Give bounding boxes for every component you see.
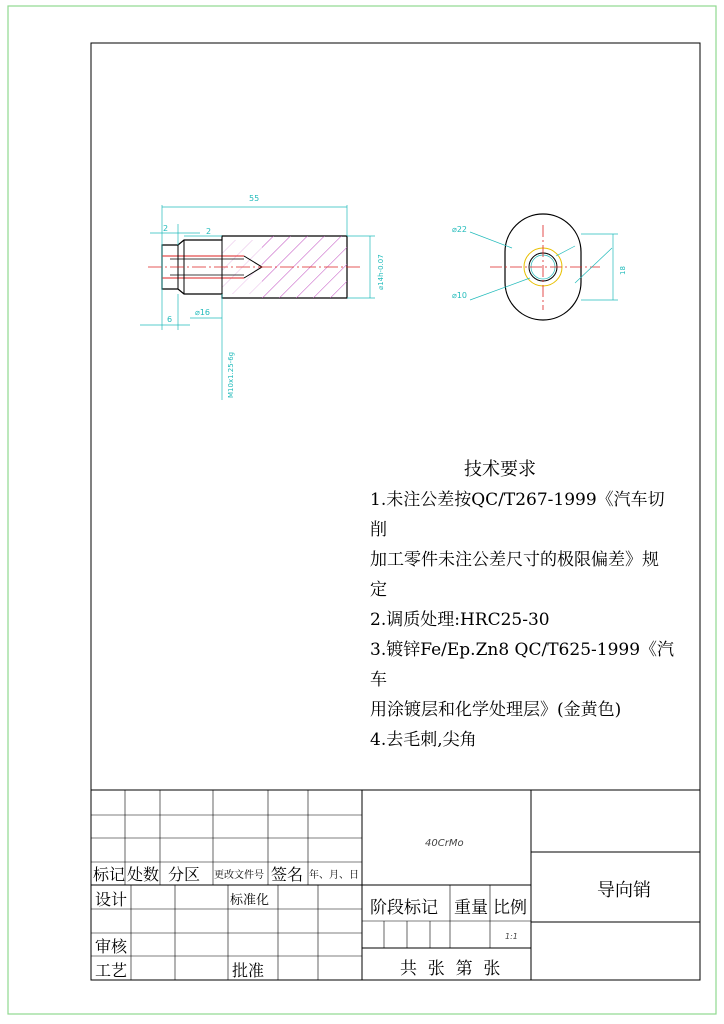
row-review: 审核 <box>95 937 128 956</box>
dim-head-length: 6 <box>167 315 173 324</box>
dim-chamfer-2: 2 <box>206 227 212 236</box>
scale-label: 比例 <box>493 898 527 918</box>
end-view <box>470 214 618 320</box>
requirement-line: 加工零件未注公差尺寸的极限偏差》规 <box>370 550 659 570</box>
header-change-doc: 更改文件号 <box>214 870 264 881</box>
requirement-line: 用涂镀层和化学处理层》(金黄色) <box>370 700 622 720</box>
requirement-line: 4.去毛刺,尖角 <box>370 730 477 750</box>
part-name: 导向销 <box>597 880 651 901</box>
requirement-line: 2.调质处理:HRC25-30 <box>370 610 550 630</box>
material-label: 40CrMo <box>425 838 464 849</box>
weight-label: 重量 <box>454 898 488 918</box>
header-zone: 分区 <box>168 865 201 884</box>
requirement-line: 定 <box>370 580 387 600</box>
row-design: 设计 <box>95 890 128 909</box>
dim-chamfer-1: 2 <box>163 224 169 233</box>
stage-mark-label: 阶段标记 <box>370 898 438 918</box>
header-count: 处数 <box>127 865 160 884</box>
row-process: 工艺 <box>95 961 128 980</box>
sheets-label: 共 张 第 张 <box>400 959 501 979</box>
dim-bore-diameter: ⌀10 <box>452 291 467 300</box>
dim-overall-length: 55 <box>249 194 260 203</box>
dim-thread: M10x1.25-6g <box>227 351 235 398</box>
scale-value: 1:1 <box>505 932 518 941</box>
header-signature: 签名 <box>271 865 304 884</box>
header-date: 年、月、日 <box>309 870 359 881</box>
header-mark: 标记 <box>93 865 126 884</box>
dim-outer-diameter: ⌀22 <box>452 225 467 234</box>
dim-head-diameter: ⌀16 <box>195 308 210 317</box>
requirements-title: 技术要求 <box>464 459 536 480</box>
technical-requirements <box>370 455 680 755</box>
row-standardization: 标准化 <box>230 893 270 908</box>
requirement-line: 1.未注公差按QC/T267-1999《汽车切削 <box>370 490 665 540</box>
requirement-line: 3.镀锌Fe/Ep.Zn8 QC/T625-1999《汽车 <box>370 640 675 690</box>
dim-shank-diameter: ⌀14h-0.07 <box>377 254 385 290</box>
row-approve: 批准 <box>232 961 265 980</box>
side-view <box>140 205 375 400</box>
dim-across-flats: 18 <box>619 266 627 275</box>
